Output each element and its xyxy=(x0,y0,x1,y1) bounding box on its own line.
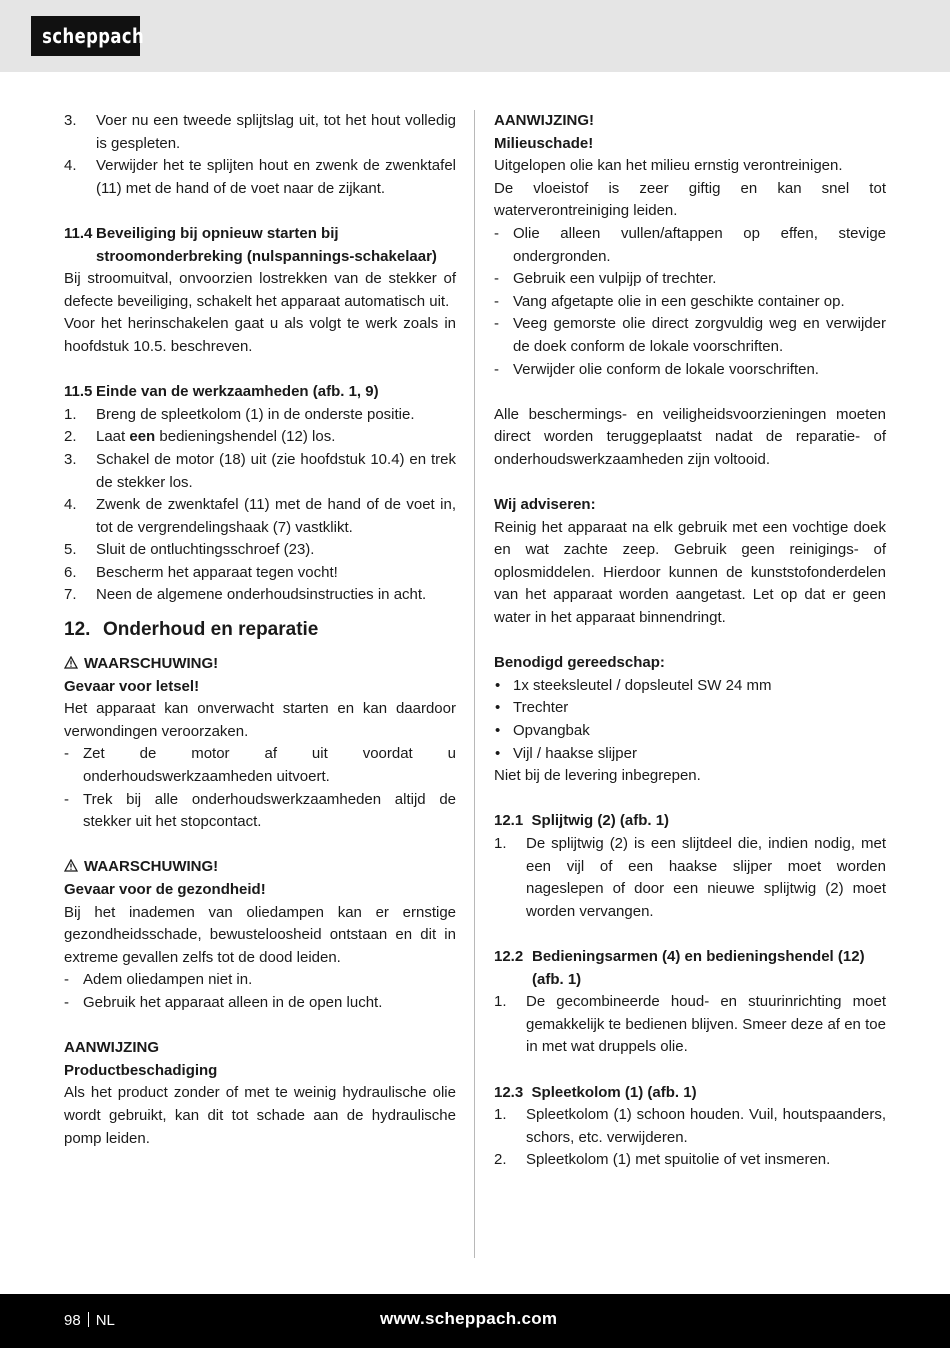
column-divider xyxy=(474,110,475,1258)
warning-label: WAARSCHUWING! xyxy=(64,653,456,676)
note-subtitle: Productbeschadiging xyxy=(64,1061,218,1079)
language-code: NL xyxy=(95,1312,115,1329)
warning-triangle-icon xyxy=(64,656,78,669)
list-item: • Trechter xyxy=(495,699,569,717)
website-link[interactable]: www.scheppach.com xyxy=(380,1309,558,1328)
list-item: • 1x steeksleutel / dopsleutel SW 24 mm xyxy=(495,676,772,694)
list-item: - Vang afgetapte olie in een geschikte container op. xyxy=(494,292,845,310)
warning-subtitle: Gevaar voor letsel! xyxy=(64,677,200,695)
advice-label: Wij adviseren: xyxy=(494,496,596,514)
note-label: AANWIJZING xyxy=(64,1039,159,1057)
list-item: - Verwijder olie conform de lokale voorschriften. xyxy=(494,360,819,378)
list-item: 4. Verwijder het te splijten hout en zwenk de zwenktafel (11) met de hand of de voet naar de zijkant. xyxy=(64,157,456,197)
scheppach-logo: scheppach xyxy=(31,16,140,56)
section-heading-11-4: 11.4 Beveiliging bij opnieuw starten bij stroomonderbreking (nulspannings-schakelaar) xyxy=(64,224,437,265)
list-item: - Gebruik het apparaat alleen in de open lucht. xyxy=(64,993,383,1011)
list-item: 2. Spleetkolom (1) met spuitolie of vet insmeren. xyxy=(494,1151,831,1169)
warning-label: WAARSCHUWING! xyxy=(64,856,456,879)
page-number: 98 NL xyxy=(64,1312,115,1329)
list-item: 7. Neen de algemene onderhoudsinstructies in acht. xyxy=(64,586,427,604)
paragraph: Uitgelopen olie kan het milieu ernstig verontreinigen. xyxy=(494,157,843,175)
paragraph: Bij het inademen van oliedampen kan er ernstige gezondheidsschade, bewusteloosheid ontstaan en dit in extreme gevallen zelfs tot de dood leiden. xyxy=(64,903,456,966)
list-item: - Zet de motor af uit voordat u onderhoudswerkzaamheden uitvoert. xyxy=(64,745,456,786)
right-column xyxy=(494,110,886,1172)
list-item: • Opvangbak xyxy=(495,722,590,740)
list-item: 3. Schakel de motor (18) uit (zie hoofdstuk 10.4) en trek de stekker los. xyxy=(64,450,456,491)
list-item: 1. Breng de spleetkolom (1) in de onderste positie. xyxy=(64,405,415,423)
footer-bar xyxy=(0,1294,950,1348)
paragraph: Bij stroomuitval, onvoorzien lostrekken van de stekker of defecte beveiliging, schakelt het apparaat automatisch uit. xyxy=(64,270,456,310)
paragraph: De vloeistof is zeer giftig en kan snel tot waterverontreiniging leiden. xyxy=(494,179,886,220)
list-item: 4. Zwenk de zwenktafel (11) met de hand of de voet in, tot de vergrendelingshaak (7) vastklikt. xyxy=(64,496,456,536)
section-heading-12-1: 12.1 Splijtwig (2) (afb. 1) xyxy=(494,812,670,830)
list-item: - Gebruik een vulpijp of trechter. xyxy=(494,270,717,288)
header-bar xyxy=(0,0,950,72)
section-heading-11-5: 11.5 Einde van de werkzaamheden (afb. 1, 9) xyxy=(64,383,379,401)
list-item: • Vijl / haakse slijper xyxy=(495,744,637,762)
section-title-12: 12. Onderhoud en reparatie xyxy=(64,619,319,641)
left-column xyxy=(64,110,456,1150)
paragraph: Alle beschermings- en veiligheidsvoorzieningen moeten direct worden teruggeplaatst nadat de reparatie- of onderhoudswerkzaamheden zijn voltooid. xyxy=(494,405,886,468)
list-item: 6. Bescherm het apparaat tegen vocht! xyxy=(64,563,338,581)
list-item: 1. De splijtwig (2) is een slijtdeel die, indien nodig, met een vijl of een haakse slijper moet worden nageslepen of door een nieuwe splijtwig (2) moet worden vervangen. xyxy=(494,835,886,920)
list-item: 3. Voer nu een tweede splijtslag uit, tot het hout volledig is gespleten. xyxy=(64,112,456,152)
list-item: 2. Laat een bedieningshendel (12) los. xyxy=(64,428,336,446)
warning-subtitle: Gevaar voor de gezondheid! xyxy=(64,881,266,898)
list-item: 5. Sluit de ontluchtingsschroef (23). xyxy=(64,541,315,559)
list-item: - Adem oliedampen niet in. xyxy=(64,971,253,989)
note-label: AANWIJZING! xyxy=(494,112,594,129)
section-heading-12-2: 12.2 Bedieningsarmen (4) en bedieningshendel (12) (afb. 1) xyxy=(494,947,865,988)
list-item: - Veeg gemorste olie direct zorgvuldig weg en verwijder de doek conform de lokale voorschriften. xyxy=(494,315,886,355)
list-item: - Trek bij alle onderhoudswerkzaamheden altijd de stekker uit het stopcontact. xyxy=(64,790,456,831)
warning-triangle-icon xyxy=(64,859,78,872)
paragraph: Als het product zonder of met te weinig hydraulische olie wordt gebruikt, kan dit tot schade aan de hydraulische pomp leiden. xyxy=(64,1084,456,1147)
paragraph: Voor het herinschakelen gaat u als volgt te werk zoals in hoofdstuk 10.5. beschreven. xyxy=(64,315,456,355)
paragraph: Reinig het apparaat na elk gebruik met een vochtige doek en wat zachte zeep. Gebruik geen reinigings- of oplosmiddelen. Hierdoor kunnen de kunststofonderdelen van het apparaat worden aangetast. Let op dat er geen water in het apparaat binnendringt. xyxy=(494,518,886,627)
list-item: - Olie alleen vullen/aftappen op effen, stevige ondergronden. xyxy=(494,224,886,265)
list-item: 1. De gecombineerde houd- en stuurinrichting moet gemakkelijk te bedienen blijven. Smeer deze af en toe in met wat druppels olie. xyxy=(494,993,886,1056)
paragraph: Niet bij de levering inbegrepen. xyxy=(494,767,701,785)
paragraph: Het apparaat kan onverwacht starten en kan daardoor verwondingen veroorzaken. xyxy=(64,700,456,740)
separator xyxy=(88,1312,89,1327)
section-heading-12-3: 12.3 Spleetkolom (1) (afb. 1) xyxy=(494,1083,697,1101)
list-item: 1. Spleetkolom (1) schoon houden. Vuil, houtspaanders, schors, etc. verwijderen. xyxy=(494,1106,886,1146)
tools-label: Benodigd gereedschap: xyxy=(494,654,665,672)
note-subtitle: Milieuschade! xyxy=(494,134,594,152)
